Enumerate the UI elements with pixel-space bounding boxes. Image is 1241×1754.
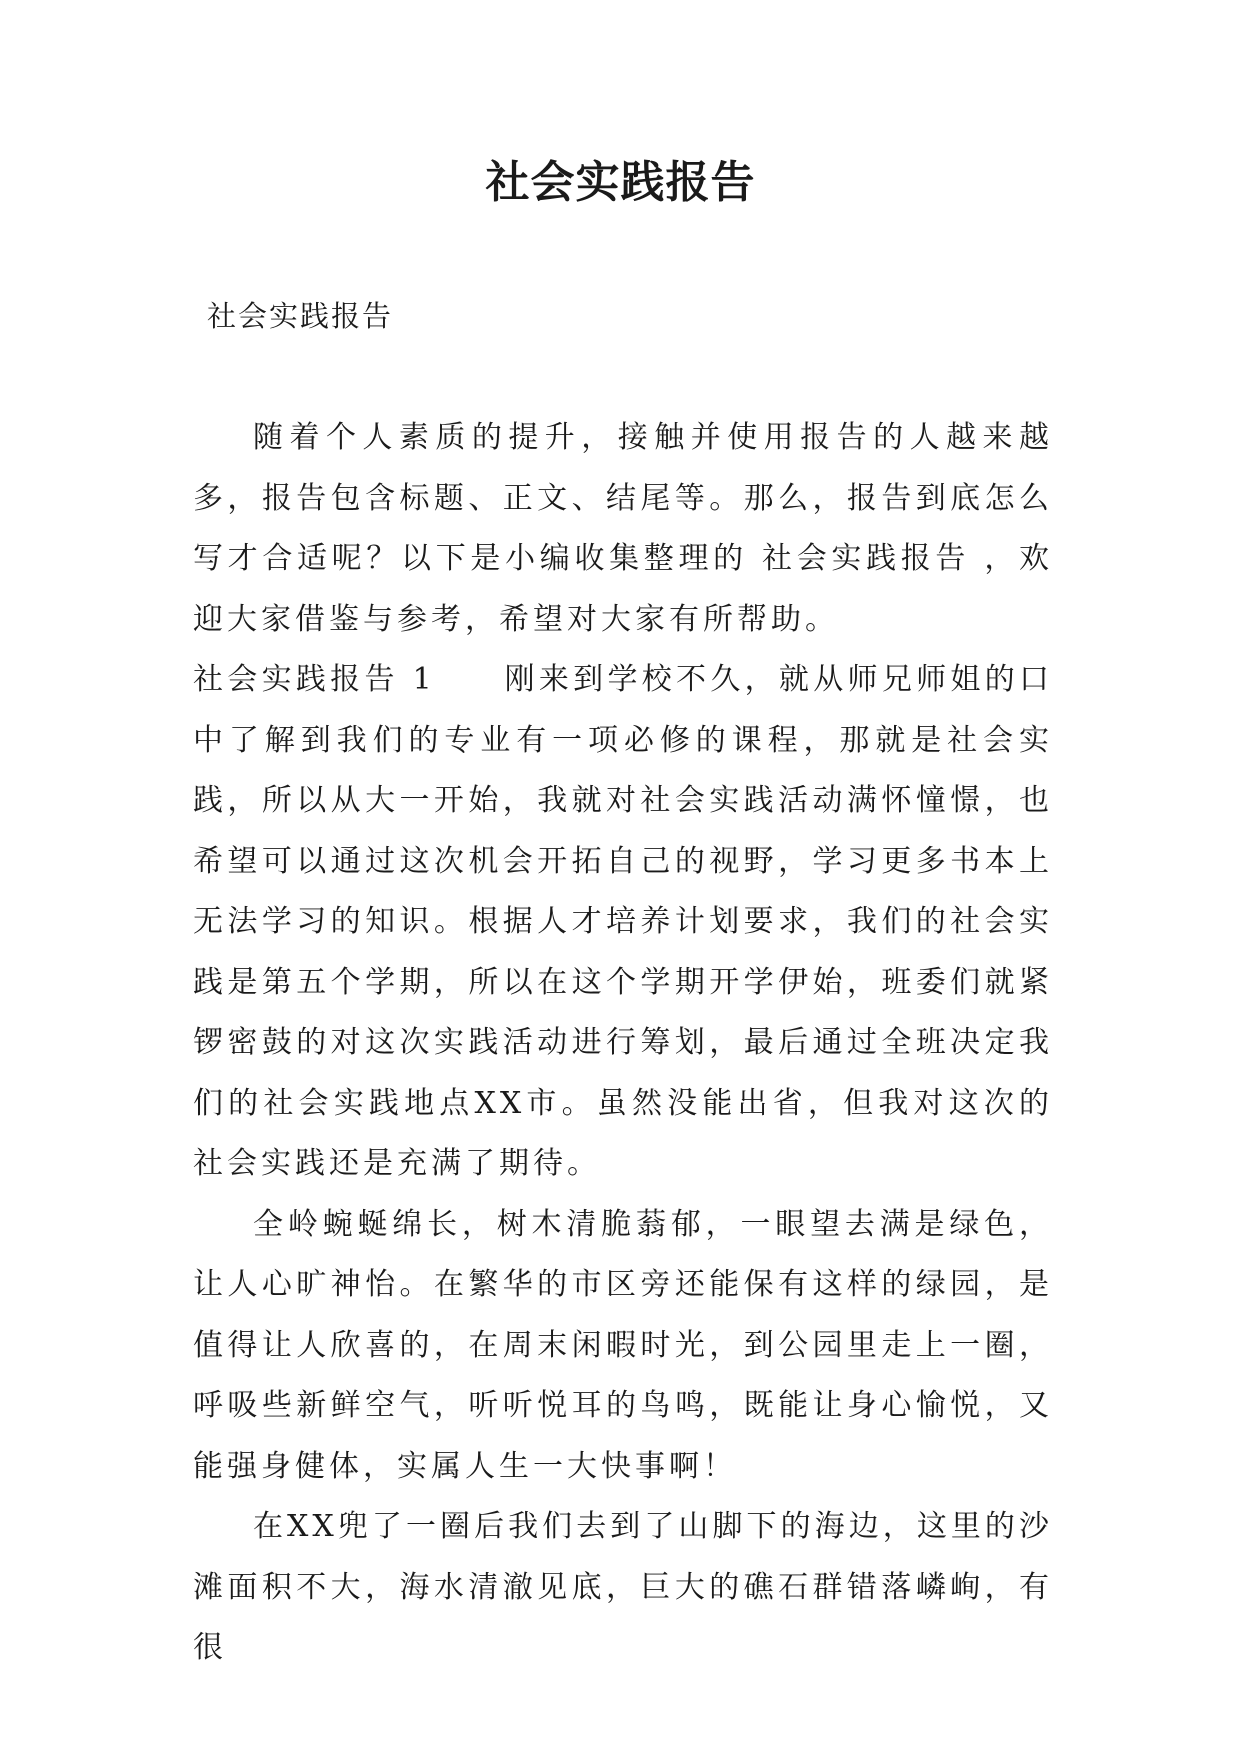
paragraph-park: 全岭蜿蜒绵长，树木清脆蓊郁，一眼望去满是绿色，让人心旷神怡。在繁华的市区旁还能保有这样的绿园，是值得让人欣喜的，在周末闲暇时光，到公园里走上一圈，呼吸些新鲜空气，听听悦耳的鸟鸣，既能让身心愉悦，又能强身健体，实属人生一大快事啊！: [193, 1206, 1053, 1484]
paragraph-beach: 在XX兜了一圈后我们去到了山脚下的海边，这里的沙滩面积不大，海水清澈见底，巨大的礁石群错落嶙峋，有很: [193, 1509, 1053, 1665]
document-body: [193, 408, 1053, 1679]
document-subtitle: 社会实践报告: [207, 299, 394, 333]
document-title: 社会实践报告: [485, 157, 756, 208]
paragraph-intro: 随着个人素质的提升，接触并使用报告的人越来越多，报告包含标题、正文、结尾等。那么，报告到底怎么写才合适呢？以下是小编收集整理的 社会实践报告 ，欢迎大家借鉴与参考，希望对大家有所帮助。: [193, 420, 1053, 637]
paragraph-report-1: 社会实践报告 1 刚来到学校不久，就从师兄师姐的口中了解到我们的专业有一项必修的课程，那就是社会实践，所以从大一开始，我就对社会实践活动满怀憧憬，也希望可以通过这次机会开拓自己的视野，学习更多书本上无法学习的知识。根据人才培养计划要求，我们的社会实践是第五个学期，所以在这个学期开学伊始，班委们就紧锣密鼓的对这次实践活动进行筹划，最后通过全班决定我们的社会实践地点XX市。虽然没能出省，但我对这次的社会实践还是充满了期待。: [193, 662, 1053, 1181]
